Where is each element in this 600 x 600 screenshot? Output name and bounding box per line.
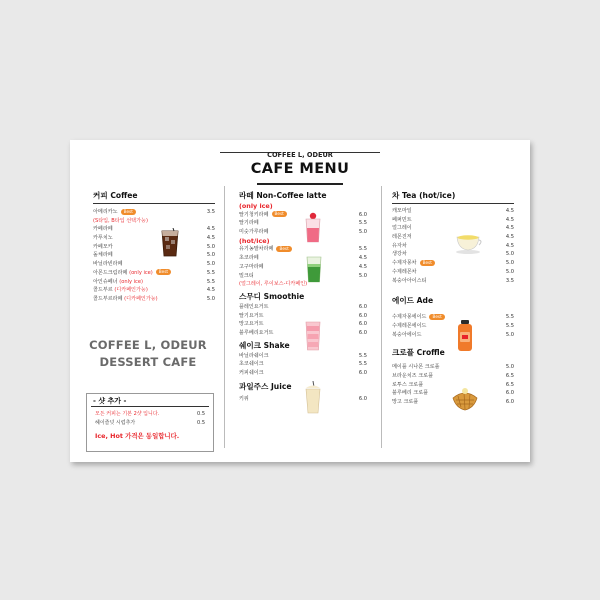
item-price: 5.5 — [358, 220, 367, 227]
best-badge: Best — [276, 246, 291, 252]
menu-item: 캐모마일 4.5 — [392, 208, 514, 214]
tea-note: (얼그레이, 루이보스-디카페인) — [239, 281, 308, 288]
item-price: 6.0 — [358, 321, 367, 328]
item-price: 5.0 — [505, 364, 514, 371]
item-price: 5.5 — [505, 314, 514, 321]
logo-line-1: COFFEE L, ODEUR — [89, 338, 207, 352]
menu-item: 카페라떼 4.5 — [93, 226, 215, 233]
strawberry-latte-icon — [303, 212, 323, 244]
item-price: 5.5 — [358, 361, 367, 368]
section-title: 라떼 Non-Coffee latte — [239, 191, 327, 200]
shot-title: - 샷 추가 - — [93, 397, 127, 405]
menu-item: 콜드부르라떼 (디카페인가능) 5.0 — [93, 295, 215, 302]
section-title: 차 Tea (hot/ice) — [392, 191, 456, 200]
menu-item: 블루베리 크로플 6.0 — [392, 390, 514, 397]
item-price: 6.5 — [505, 372, 514, 379]
item-price: 4.5 — [206, 226, 215, 233]
tea-cup-icon — [454, 232, 484, 254]
menu-item: 카푸치노 4.5 — [93, 235, 215, 242]
section-title: 스무디 Smoothie — [239, 291, 305, 301]
title-underline — [257, 183, 343, 185]
shot-rule — [91, 406, 209, 407]
section-title: 과일주스 Juice — [239, 381, 292, 391]
menu-item: 아메리카노 Best 3.5 — [93, 208, 215, 215]
item-price: 4.5 — [206, 235, 215, 242]
page-title: CAFE MENU — [250, 161, 350, 177]
menu-item: 망고요거트 6.0 — [239, 321, 367, 328]
best-badge: Best — [429, 314, 444, 320]
item-note: (only ice) — [129, 269, 153, 276]
brand-name: COFFEE L, ODEUR — [267, 151, 333, 159]
menu-item: 초코쉐이크 5.5 — [239, 361, 367, 368]
item-price: 5.5 — [505, 322, 514, 329]
menu-item: 레몬진저 4.5 — [392, 234, 514, 241]
menu-item: 얼그레이 4.5 — [392, 225, 514, 232]
best-badge: Best — [121, 209, 136, 215]
menu-item: 카페모카 5.0 — [93, 243, 215, 250]
menu-item: 딸기청키라떼 Best 6.0 — [239, 211, 367, 218]
item-price: 6.0 — [358, 395, 367, 402]
smoothie-icon — [302, 320, 324, 352]
item-price: 5.0 — [206, 261, 215, 268]
shot-add-box — [86, 393, 214, 452]
column-divider-left — [224, 186, 225, 448]
menu-item: 유자차 4.5 — [392, 242, 514, 249]
menu-item: 수제자몽에이드 Best 5.5 — [392, 313, 514, 321]
menu-item: 수제레몬차 5.0 — [392, 268, 514, 275]
menu-item: 로투스 크로플 6.5 — [392, 381, 514, 388]
menu-item: 고구마라떼 4.5 — [239, 263, 367, 270]
menu-item: 복숭아에이드 5.0 — [392, 331, 514, 338]
item-price: 6.0 — [358, 303, 367, 310]
shake-icon — [302, 381, 324, 415]
item-price: 5.0 — [505, 251, 514, 258]
tea-section — [392, 190, 514, 407]
group-note: (only ice) — [239, 202, 273, 210]
item-note: (S타입, B타입 선택가능) — [93, 217, 148, 224]
menu-item: 아몬드크림라떼 (only ice) Best 5.5 — [93, 269, 215, 276]
item-price: 5.5 — [358, 352, 367, 359]
menu-item: 수제자몽차 Best 5.0 — [392, 259, 514, 267]
item-price: 5.0 — [206, 252, 215, 259]
menu-item: 밀크티 5.0 — [239, 272, 367, 279]
price-notice: Ice, Hot 가격은 동일합니다. — [95, 432, 180, 440]
item-price: 4.5 — [358, 263, 367, 270]
item-price: 6.0 — [358, 370, 367, 376]
best-badge: Best — [156, 269, 171, 275]
section-rule — [392, 203, 514, 204]
column-divider-right — [381, 186, 382, 448]
menu-item: 돌체라떼 5.0 — [93, 252, 215, 259]
menu-item: 망고 크로플 6.0 — [392, 399, 514, 405]
best-badge: Best — [272, 211, 287, 217]
item-price: 5.0 — [358, 272, 367, 279]
item-price: 4.5 — [505, 234, 514, 241]
menu-item: 복숭아아이스티 3.5 — [392, 277, 514, 284]
menu-item: 아인슈페너 (only ice) 5.5 — [93, 278, 215, 285]
matcha-latte-icon — [305, 254, 323, 284]
menu-item: 메이플 시나몬 크로플 5.0 — [392, 364, 514, 371]
menu-item: 브라운치즈 크로플 6.5 — [392, 372, 514, 379]
menu-item: 블루베리요거트 6.0 — [239, 329, 367, 336]
coffee-section — [93, 190, 215, 304]
menu-item: 생강차 5.0 — [392, 251, 514, 258]
menu-item: 미숫가루라떼 5.0 — [239, 229, 367, 236]
item-price: 5.5 — [358, 246, 367, 253]
item-price: 4.5 — [206, 287, 215, 294]
item-price: 6.0 — [358, 312, 367, 319]
item-price: 5.0 — [505, 268, 514, 275]
item-price: 5.5 — [206, 278, 215, 285]
item-price: 6.5 — [505, 381, 514, 388]
item-price: 5.0 — [505, 260, 514, 267]
item-price: 3.5 — [206, 209, 215, 215]
shot-row: 모든 커피는 기본 2샷 입니다. 0.5 — [95, 411, 205, 417]
menu-item: 플레인요거트 6.0 — [239, 303, 367, 310]
section-title: 쉐이크 Shake — [239, 340, 290, 350]
menu-item: 수제레몬에이드 5.5 — [392, 322, 514, 329]
menu-item: 바닐라쉐이크 5.5 — [239, 352, 367, 359]
menu-item: 유기농말차라떼 Best 5.5 — [239, 245, 367, 253]
section-title: 커피 Coffee — [93, 191, 138, 200]
menu-item: 바닐라빈라떼 5.0 — [93, 261, 215, 268]
item-price: 5.0 — [206, 295, 215, 302]
section-title: 에이드 Ade — [392, 296, 434, 306]
croffle-icon — [450, 386, 480, 412]
item-price: 5.0 — [358, 229, 367, 236]
iced-americano-icon — [159, 228, 181, 258]
item-price: 5.5 — [206, 269, 215, 276]
menu-item: 페퍼민트 4.5 — [392, 216, 514, 223]
item-price: 4.5 — [505, 208, 514, 214]
menu-item: 딸기요거트 6.0 — [239, 312, 367, 319]
best-badge: Best — [420, 260, 435, 266]
item-price: 4.5 — [505, 216, 514, 223]
menu-item: 딸기라떼 5.5 — [239, 220, 367, 227]
item-price: 4.5 — [358, 255, 367, 262]
item-price: 5.0 — [206, 243, 215, 250]
item-note: (디카페인가능) — [124, 295, 158, 302]
item-price: 6.0 — [505, 390, 514, 397]
menu-item: 커피쉐이크 6.0 — [239, 370, 367, 376]
menu-item: 키위 6.0 — [239, 395, 367, 402]
item-price: 5.0 — [505, 331, 514, 338]
ade-bottle-icon — [456, 320, 474, 352]
item-price: 6.0 — [505, 399, 514, 405]
item-price: 4.5 — [505, 242, 514, 249]
item-price: 4.5 — [505, 225, 514, 232]
item-note: (디카페인가능) — [114, 287, 148, 294]
group-note: (hot/ice) — [239, 236, 270, 245]
shot-row: 헤이즐넛 시럽추가 0.5 — [95, 420, 205, 426]
menu-item: 콜드부르 (디카페인가능) 4.5 — [93, 287, 215, 294]
item-price: 3.5 — [505, 277, 514, 284]
logo-line-2: DESSERT CAFE — [99, 355, 197, 369]
item-price: 6.0 — [358, 329, 367, 336]
item-price: 6.0 — [358, 211, 367, 218]
section-title: 크로플 Croffle — [392, 348, 445, 358]
section-rule — [93, 203, 215, 204]
item-note: (only ice) — [119, 278, 143, 285]
menu-item: 초코라떼 4.5 — [239, 255, 367, 262]
